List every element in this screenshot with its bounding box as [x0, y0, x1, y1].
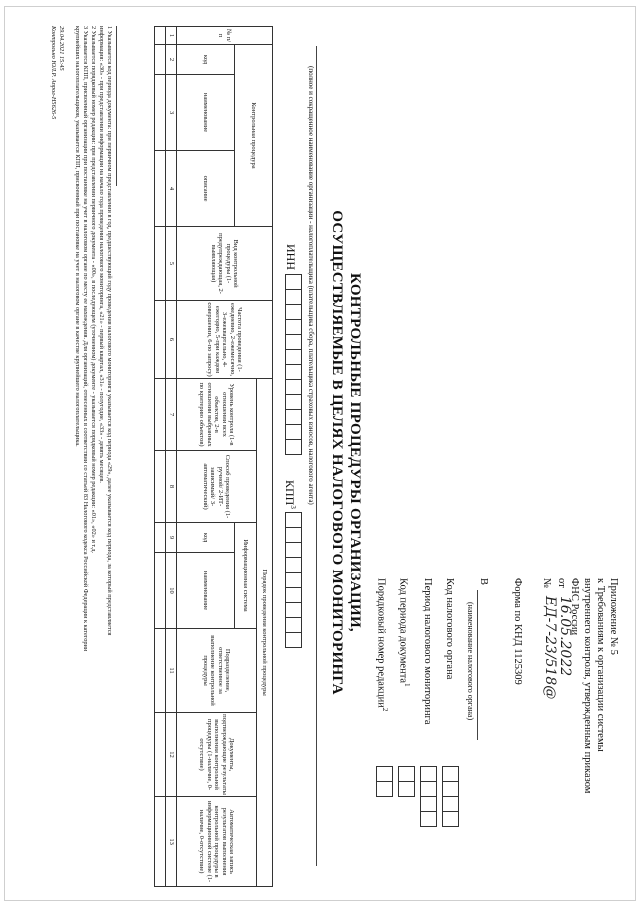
organization-caption: (полное и сокращенное наименование организации - налогоплательщика (плательщика сбора, плательщика страховых взносов, налогового агента)	[307, 66, 315, 505]
column-number: 6	[166, 301, 177, 379]
period-label: Период налогового мониторинга	[422, 578, 433, 725]
document-rotated	[5, 6, 635, 899]
document-stamp-date: 29.04.2021 15:45	[58, 26, 65, 71]
col-header-unit: Подразделение, ответственное за выполнение контрольной процедуры	[177, 629, 257, 713]
column-number: 11	[166, 629, 177, 713]
recipient-prefix: В	[478, 578, 489, 586]
tax-office-code-boxes[interactable]	[442, 766, 459, 826]
doc-period-code-label: Код периода документа$^1$	[397, 578, 411, 687]
column-number: 4	[166, 151, 177, 227]
knd-form-code: Форма по КНД 1125309	[512, 578, 523, 685]
col-header-number: № п/п	[177, 27, 273, 45]
col-header-documents: Документы, подтверждающие результаты выполнения контрольной процедуры (1-наличие, 0-отсутствие)	[177, 713, 257, 797]
column-numbers-row	[166, 27, 177, 887]
col-header-procedure: Контрольная процедура	[235, 45, 273, 227]
form-title-line-1: КОНТРОЛЬНЫЕ ПРОЦЕДУРЫ ОРГАНИЗАЦИИ,	[347, 273, 363, 632]
col-header-coverage: Уровень контроля (1-в отношении всех объектов, 2-в отношении выбранных по критерию объектов)	[177, 379, 257, 451]
order-date-label: от	[556, 578, 567, 588]
footnote-3-cont: крупнейших налогоплательщиков, указывается КПП, присвоенный при постановке на учет в налоговом органе в качестве крупнейшего налогоплательщика.	[74, 26, 81, 447]
col-header-is-code: код	[177, 523, 235, 553]
column-number: 1	[166, 27, 177, 45]
column-number: 7	[166, 379, 177, 451]
column-number: 12	[166, 713, 177, 797]
footnote-1: 1 Указывается код периода документа: при первичном представлении в год, предшествующий году проведения налогового мониторинга указывается код периода «29», далее указывается код периода, за который представляется	[106, 26, 113, 636]
column-number: 13	[166, 797, 177, 887]
col-header-is-name: наименование	[177, 553, 235, 629]
column-number: 2	[166, 45, 177, 75]
order-number-label: №	[541, 578, 552, 589]
tax-office-code-label: Код налогового органа	[444, 578, 455, 680]
footnote-1-cont: информация: «30» - при представлении информации на начало года проведения налогового мониторинга, «21» - первый квартал, «31» - полугодие, «33» - девять месяцев.	[98, 26, 105, 483]
edition-number-label: Порядковый номер редакции$^2$	[375, 578, 389, 712]
inn-boxes[interactable]	[285, 274, 302, 454]
column-number: 10	[166, 553, 177, 629]
kpp-boxes[interactable]	[285, 512, 302, 647]
column-number: 5	[166, 227, 177, 301]
col-header-frequency: Частота проведения (1-ежедневно, 2-ежемесячно, 3-ежеквартально, 4-ежегодно, 5-при каждом совершении, 6-по запросу)	[177, 301, 273, 379]
col-header-auto-record: Автоматическая запись результатов выполнения контрольной процедуры в информационной системе (1-наличие, 0-отсутствие)	[177, 797, 257, 887]
col-header-type: Вид контрольной процедуры (1-предупреждающая, 2-выявляющая)	[177, 227, 273, 301]
period-boxes[interactable]	[420, 766, 437, 826]
table-row[interactable]	[155, 27, 166, 887]
appendix-line-4: ФНС России	[569, 578, 580, 636]
col-header-description: описание	[177, 151, 235, 227]
appendix-title: Приложение № 5	[608, 578, 619, 655]
col-header-method: Способ проведения (1-ручной/ 2-ИТ-зависимый/ 3-автоматический)	[177, 451, 257, 523]
control-procedures-table	[154, 26, 273, 887]
col-header-code: код	[177, 45, 235, 75]
col-header-infosystem: Информационная система	[235, 523, 257, 629]
recipient-line	[477, 590, 478, 740]
inn-label: ИНН	[284, 244, 298, 270]
order-number-handwritten: ЕД-7-23/518@	[542, 596, 558, 700]
organization-line	[316, 46, 317, 866]
order-date-handwritten: 16.05.2022	[557, 596, 573, 677]
footnote-2: 2 Указывается порядковый номер редакции: при представлении первичного документа - «00», в последующем (уточненном) документе - указывается порядковый номер редакции: «01», «02» и т.д.	[90, 26, 97, 554]
footnote-separator	[116, 26, 117, 186]
form-title-line-2: ОСУЩЕСТВЛЯЕМЫЕ В ЦЕЛЯХ НАЛОГОВОГО МОНИТОРИНГА	[329, 210, 345, 695]
col-header-name: наименование	[177, 75, 235, 151]
doc-period-code-boxes[interactable]	[398, 766, 415, 796]
kpp-label: КПП$^3$	[283, 480, 297, 509]
appendix-line-2: к Требованиям к организации системы	[595, 578, 606, 752]
document-stamp-ref: Контрольно ЮЛ.Р. Апрол-Н5626-5	[50, 26, 57, 120]
column-number: 9	[166, 523, 177, 553]
column-number: 3	[166, 75, 177, 151]
column-number: 8	[166, 451, 177, 523]
appendix-line-3: внутреннего контроля, утвержденным приказом	[582, 578, 593, 794]
recipient-caption: (наименование налогового органа)	[466, 602, 475, 721]
col-header-order: Порядок проведения контрольной процедуры	[257, 379, 273, 887]
edition-number-boxes[interactable]	[376, 766, 393, 796]
footnote-3: 3 Указывается КПП, присвоенный организации при постановке на учет в налоговом органе по месту ее нахождения. Для организаций, отнесенных в соответствии со статьей 83 Налогового кодекса Российской Федерации к категории	[82, 26, 89, 652]
